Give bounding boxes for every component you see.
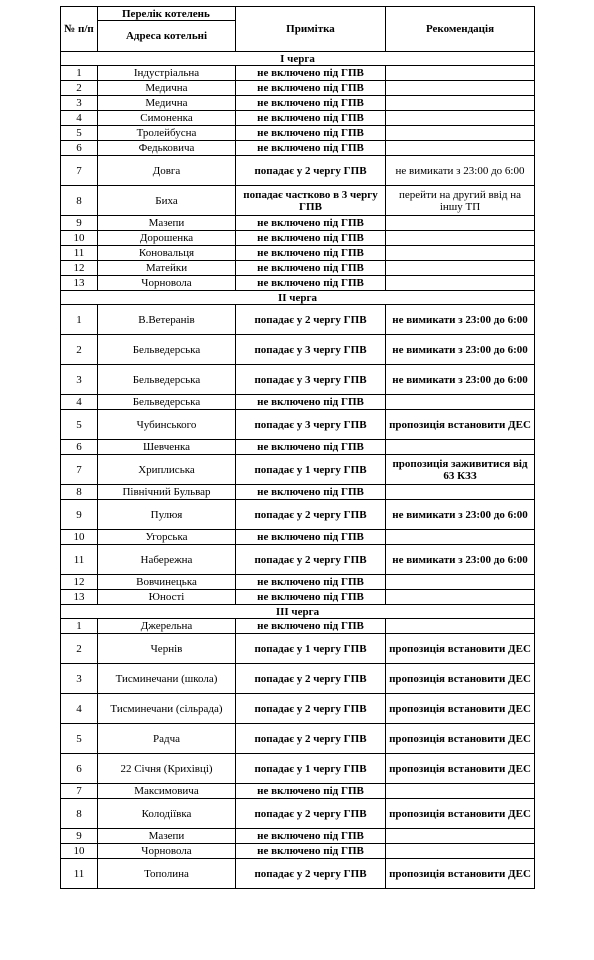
table-row [61, 216, 535, 231]
table-row [61, 365, 535, 395]
table-row [61, 754, 535, 784]
row-address: Чубинського [98, 410, 236, 440]
row-recommendation [386, 81, 535, 96]
row-note: попадає у 2 чергу ГПВ [236, 724, 386, 754]
section-title: II черга [61, 291, 535, 305]
row-address: Юності [98, 590, 236, 605]
row-address: 22 Січня (Крихівці) [98, 754, 236, 784]
row-address: Мазепи [98, 829, 236, 844]
row-recommendation [386, 141, 535, 156]
row-recommendation: пропозиція встановити ДЕС [386, 694, 535, 724]
row-number: 7 [61, 156, 98, 186]
row-note: попадає у 2 чергу ГПВ [236, 664, 386, 694]
table-row [61, 111, 535, 126]
section-title: I черга [61, 52, 535, 66]
row-number: 10 [61, 231, 98, 246]
row-note: не включено під ГПВ [236, 575, 386, 590]
row-number: 4 [61, 694, 98, 724]
row-note: попадає у 3 чергу ГПВ [236, 365, 386, 395]
row-recommendation: не вимикати з 23:00 до 6:00 [386, 335, 535, 365]
row-note: попадає у 2 чергу ГПВ [236, 156, 386, 186]
row-note: попадає у 1 чергу ГПВ [236, 754, 386, 784]
row-recommendation: перейти на другий ввід на іншу ТП [386, 186, 535, 216]
row-note: не включено під ГПВ [236, 829, 386, 844]
row-number: 13 [61, 276, 98, 291]
table-row [61, 829, 535, 844]
row-note: не включено під ГПВ [236, 844, 386, 859]
row-note: не включено під ГПВ [236, 485, 386, 500]
row-address: Коновальця [98, 246, 236, 261]
row-recommendation [386, 619, 535, 634]
row-number: 11 [61, 859, 98, 889]
table-row [61, 186, 535, 216]
row-number: 4 [61, 111, 98, 126]
row-number: 8 [61, 186, 98, 216]
table-row [61, 276, 535, 291]
table-row [61, 859, 535, 889]
row-note: попадає у 3 чергу ГПВ [236, 335, 386, 365]
row-number: 2 [61, 335, 98, 365]
row-number: 13 [61, 590, 98, 605]
row-note: попадає у 2 чергу ГПВ [236, 799, 386, 829]
row-number: 9 [61, 500, 98, 530]
row-recommendation: не вимикати з 23:00 до 6:00 [386, 500, 535, 530]
table-row [61, 395, 535, 410]
row-number: 4 [61, 395, 98, 410]
row-recommendation: пропозиція встановити ДЕС [386, 724, 535, 754]
table-row [61, 66, 535, 81]
row-recommendation [386, 261, 535, 276]
row-address: Бельведерська [98, 365, 236, 395]
row-address: Вовчинецька [98, 575, 236, 590]
row-note: не включено під ГПВ [236, 590, 386, 605]
row-address: Тополина [98, 859, 236, 889]
table-row [61, 156, 535, 186]
row-address: Колодіївка [98, 799, 236, 829]
row-note: не включено під ГПВ [236, 530, 386, 545]
row-note: не включено під ГПВ [236, 81, 386, 96]
row-number: 8 [61, 485, 98, 500]
row-number: 9 [61, 216, 98, 231]
table-body [61, 52, 535, 889]
row-note: не включено під ГПВ [236, 96, 386, 111]
row-recommendation [386, 485, 535, 500]
row-number: 11 [61, 545, 98, 575]
row-note: не включено під ГПВ [236, 216, 386, 231]
row-recommendation [386, 246, 535, 261]
table-row [61, 485, 535, 500]
row-address: Максимовича [98, 784, 236, 799]
header-group: Перелік котелень [98, 7, 236, 21]
header-address: Адреса котельні [98, 21, 236, 52]
row-address: Північний Бульвар [98, 485, 236, 500]
row-note: не включено під ГПВ [236, 784, 386, 799]
row-recommendation: пропозиція встановити ДЕС [386, 410, 535, 440]
row-address: Індустріальна [98, 66, 236, 81]
row-recommendation: не вимикати з 23:00 до 6:00 [386, 305, 535, 335]
row-number: 5 [61, 126, 98, 141]
row-address: Шевченка [98, 440, 236, 455]
row-address: Биха [98, 186, 236, 216]
row-address: В.Ветеранів [98, 305, 236, 335]
row-note: не включено під ГПВ [236, 141, 386, 156]
row-number: 2 [61, 634, 98, 664]
table-row [61, 126, 535, 141]
row-address: Медична [98, 96, 236, 111]
row-address: Чорновола [98, 276, 236, 291]
row-recommendation [386, 111, 535, 126]
header-note: Примітка [236, 7, 386, 52]
section-row [61, 52, 535, 66]
row-recommendation: пропозиція встановити ДЕС [386, 754, 535, 784]
row-number: 7 [61, 784, 98, 799]
table-row [61, 246, 535, 261]
table-row [61, 81, 535, 96]
row-note: попадає у 1 чергу ГПВ [236, 634, 386, 664]
row-note: не включено під ГПВ [236, 111, 386, 126]
row-number: 5 [61, 724, 98, 754]
row-number: 10 [61, 530, 98, 545]
row-address: Тисминечани (сільрада) [98, 694, 236, 724]
table-row [61, 261, 535, 276]
row-recommendation: пропозиція встановити ДЕС [386, 859, 535, 889]
row-note: попадає у 2 чергу ГПВ [236, 500, 386, 530]
row-number: 12 [61, 575, 98, 590]
table-row [61, 664, 535, 694]
row-address: Бельведерська [98, 335, 236, 365]
row-number: 1 [61, 66, 98, 81]
table-row [61, 634, 535, 664]
row-recommendation [386, 126, 535, 141]
row-address: Медична [98, 81, 236, 96]
header-num: № п/п [61, 7, 98, 52]
table-row [61, 455, 535, 485]
row-recommendation: пропозиція встановити ДЕС [386, 634, 535, 664]
row-number: 1 [61, 305, 98, 335]
row-address: Дорошенка [98, 231, 236, 246]
row-number: 6 [61, 141, 98, 156]
table-row [61, 575, 535, 590]
table-row [61, 545, 535, 575]
row-note: не включено під ГПВ [236, 395, 386, 410]
row-number: 6 [61, 440, 98, 455]
row-note: попадає у 2 чергу ГПВ [236, 694, 386, 724]
row-recommendation [386, 276, 535, 291]
row-note: попадає у 3 чергу ГПВ [236, 410, 386, 440]
row-recommendation [386, 530, 535, 545]
section-row [61, 605, 535, 619]
row-address: Радча [98, 724, 236, 754]
row-note: не включено під ГПВ [236, 66, 386, 81]
row-recommendation [386, 844, 535, 859]
row-recommendation [386, 575, 535, 590]
row-note: попадає частково в 3 чергу ГПВ [236, 186, 386, 216]
table-row [61, 141, 535, 156]
row-number: 5 [61, 410, 98, 440]
row-recommendation [386, 96, 535, 111]
row-address: Чорновола [98, 844, 236, 859]
row-note: не включено під ГПВ [236, 246, 386, 261]
row-address: Федьковича [98, 141, 236, 156]
row-number: 9 [61, 829, 98, 844]
row-address: Бельведерська [98, 395, 236, 410]
row-number: 3 [61, 96, 98, 111]
row-recommendation: пропозиція встановити ДЕС [386, 799, 535, 829]
table-row [61, 784, 535, 799]
table-header [61, 7, 535, 52]
row-number: 8 [61, 799, 98, 829]
table-row [61, 799, 535, 829]
row-note: не включено під ГПВ [236, 276, 386, 291]
row-address: Тисминечани (школа) [98, 664, 236, 694]
row-recommendation [386, 829, 535, 844]
row-address: Симоненка [98, 111, 236, 126]
header-recommendation: Рекомендація [386, 7, 535, 52]
row-recommendation [386, 66, 535, 81]
table-row [61, 335, 535, 365]
row-recommendation [386, 784, 535, 799]
row-address: Чернів [98, 634, 236, 664]
row-number: 6 [61, 754, 98, 784]
row-recommendation: не вимикати з 23:00 до 6:00 [386, 156, 535, 186]
row-recommendation [386, 590, 535, 605]
row-address: Набережна [98, 545, 236, 575]
row-recommendation: пропозиція заживитися від 63 КЗЗ [386, 455, 535, 485]
row-number: 2 [61, 81, 98, 96]
row-note: не включено під ГПВ [236, 440, 386, 455]
row-note: не включено під ГПВ [236, 126, 386, 141]
row-address: Тролейбусна [98, 126, 236, 141]
row-recommendation [386, 231, 535, 246]
boiler-list-document [60, 6, 534, 889]
table-row [61, 231, 535, 246]
row-recommendation: не вимикати з 23:00 до 6:00 [386, 365, 535, 395]
row-note: попадає у 1 чергу ГПВ [236, 455, 386, 485]
row-note: попадає у 2 чергу ГПВ [236, 545, 386, 575]
table-row [61, 305, 535, 335]
row-recommendation [386, 216, 535, 231]
row-number: 3 [61, 664, 98, 694]
row-note: не включено під ГПВ [236, 231, 386, 246]
table-row [61, 440, 535, 455]
table-row [61, 844, 535, 859]
section-row [61, 291, 535, 305]
row-note: не включено під ГПВ [236, 619, 386, 634]
row-number: 3 [61, 365, 98, 395]
table-row [61, 530, 535, 545]
row-number: 1 [61, 619, 98, 634]
row-address: Мазепи [98, 216, 236, 231]
table-row [61, 500, 535, 530]
row-number: 12 [61, 261, 98, 276]
row-recommendation: пропозиція встановити ДЕС [386, 664, 535, 694]
table-row [61, 619, 535, 634]
row-address: Пулюя [98, 500, 236, 530]
boiler-table [60, 6, 535, 889]
section-title: III черга [61, 605, 535, 619]
row-recommendation [386, 440, 535, 455]
row-address: Джерельна [98, 619, 236, 634]
table-row [61, 410, 535, 440]
row-recommendation: не вимикати з 23:00 до 6:00 [386, 545, 535, 575]
row-note: не включено під ГПВ [236, 261, 386, 276]
row-recommendation [386, 395, 535, 410]
row-number: 10 [61, 844, 98, 859]
row-address: Матейки [98, 261, 236, 276]
table-row [61, 694, 535, 724]
table-row [61, 724, 535, 754]
row-address: Довга [98, 156, 236, 186]
row-note: попадає у 2 чергу ГПВ [236, 859, 386, 889]
table-row [61, 590, 535, 605]
row-address: Хриплиська [98, 455, 236, 485]
row-number: 11 [61, 246, 98, 261]
row-address: Угорська [98, 530, 236, 545]
table-row [61, 96, 535, 111]
row-note: попадає у 2 чергу ГПВ [236, 305, 386, 335]
row-number: 7 [61, 455, 98, 485]
